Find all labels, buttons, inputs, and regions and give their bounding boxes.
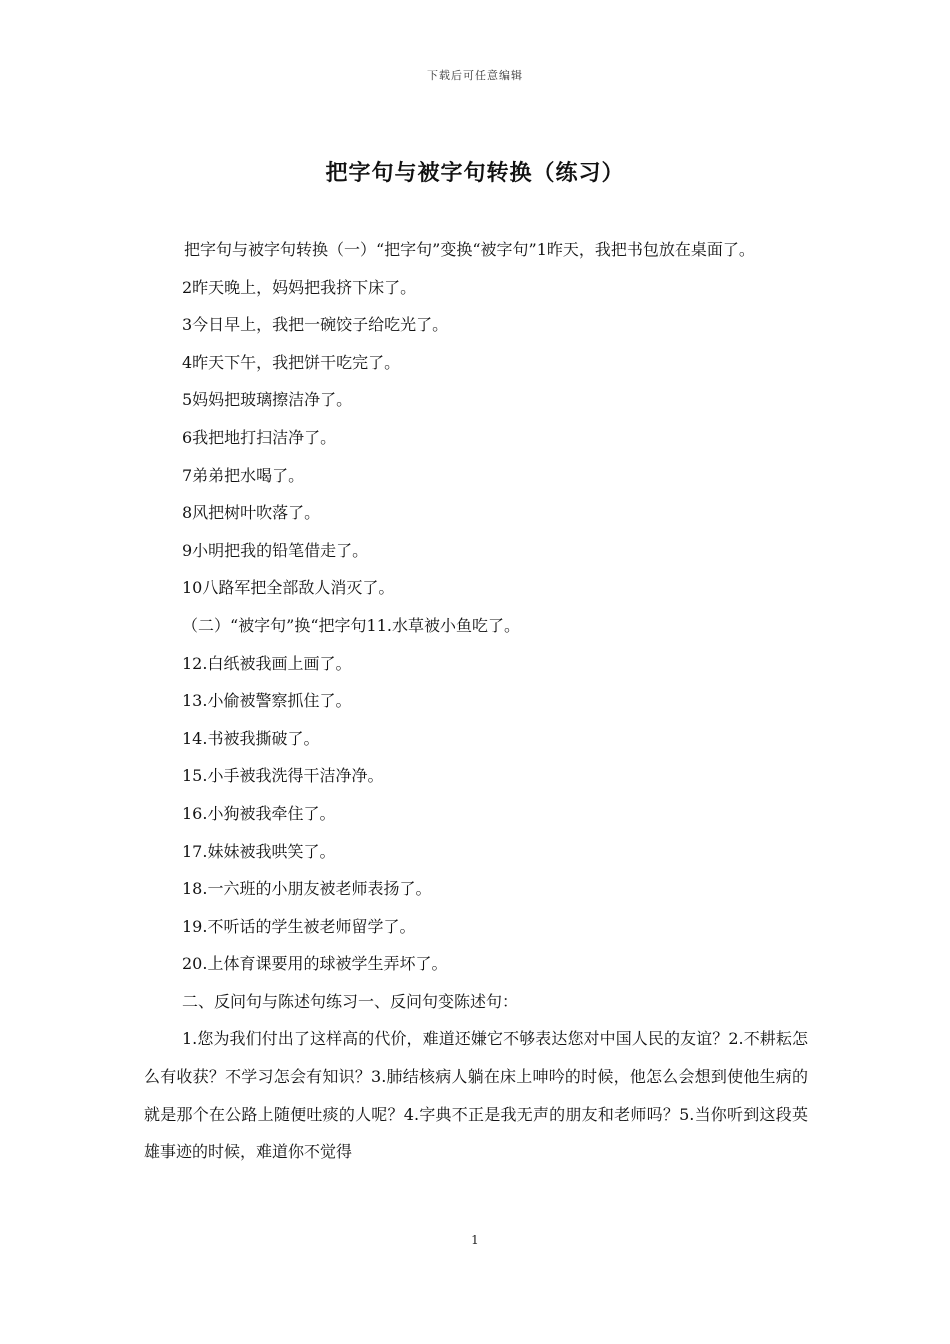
exercise-line: 17.妹妹被我哄笑了。 <box>182 841 336 861</box>
exercise-line: 7弟弟把水喝了。 <box>182 465 305 485</box>
exercise-line: 19.不听话的学生被老师留学了。 <box>182 916 416 936</box>
intro-paragraph: 把字句与被字句转换（一）“把字句”变换“被字句”1昨天，我把书包放在桌面了。 <box>184 240 755 259</box>
exercise-line: 3今日早上，我把一碗饺子给吃光了。 <box>182 315 449 335</box>
exercise-line: 18.一六班的小朋友被老师表扬了。 <box>182 879 432 899</box>
exercise-line: 二、反问句与陈述句练习一、反问句变陈述句： <box>182 991 519 1011</box>
exercise-line: 16.小狗被我牵住了。 <box>182 803 336 823</box>
exercise-line: 9小明把我的铅笔借走了。 <box>182 540 369 560</box>
page-number: 1 <box>471 1233 479 1247</box>
exercise-line: 5妈妈把玻璃擦洁净了。 <box>182 390 353 410</box>
exercise-line: 10八路军把全部敌人消灭了。 <box>182 578 395 598</box>
page-title: 把字句与被字句转换（练习） <box>325 160 625 186</box>
header-note: 下载后可任意编辑 <box>427 69 523 82</box>
exercise-line: 8风把树叶吹落了。 <box>182 503 321 523</box>
exercise-line: 12.白纸被我画上画了。 <box>182 653 352 673</box>
exercise-line: 14.书被我撕破了。 <box>182 728 320 748</box>
exercise-line: 20.上体育课要用的球被学生弄坏了。 <box>182 954 448 974</box>
document-body <box>144 231 808 1171</box>
rhetorical-questions-paragraph: 1.您为我们付出了这样高的代价，难道还嫌它不够表达您对中国人民的友谊？2.不耕耘怎么有收获？不学习怎会有知识？3.肺结核病人躺在床上呻吟的时候，他怎么会想到使他生病的就是那个在公路上随便吐痰的人呢？4.字典不正是我无声的朋友和老师吗？5.当你听到这段英雄事迹的时候，难道你不觉得 <box>144 1029 808 1162</box>
exercise-line: 2昨天晚上，妈妈把我挤下床了。 <box>182 277 417 297</box>
exercise-line: 4昨天下午，我把饼干吃完了。 <box>182 352 401 372</box>
section-heading-line: （二）“被字句”换“把字句11.水草被小鱼吃了。 <box>182 615 520 635</box>
exercise-line: 6我把地打扫洁净了。 <box>182 427 337 447</box>
exercise-line: 13.小偷被警察抓住了。 <box>182 691 352 711</box>
exercise-line: 15.小手被我洗得干洁净净。 <box>182 766 384 786</box>
